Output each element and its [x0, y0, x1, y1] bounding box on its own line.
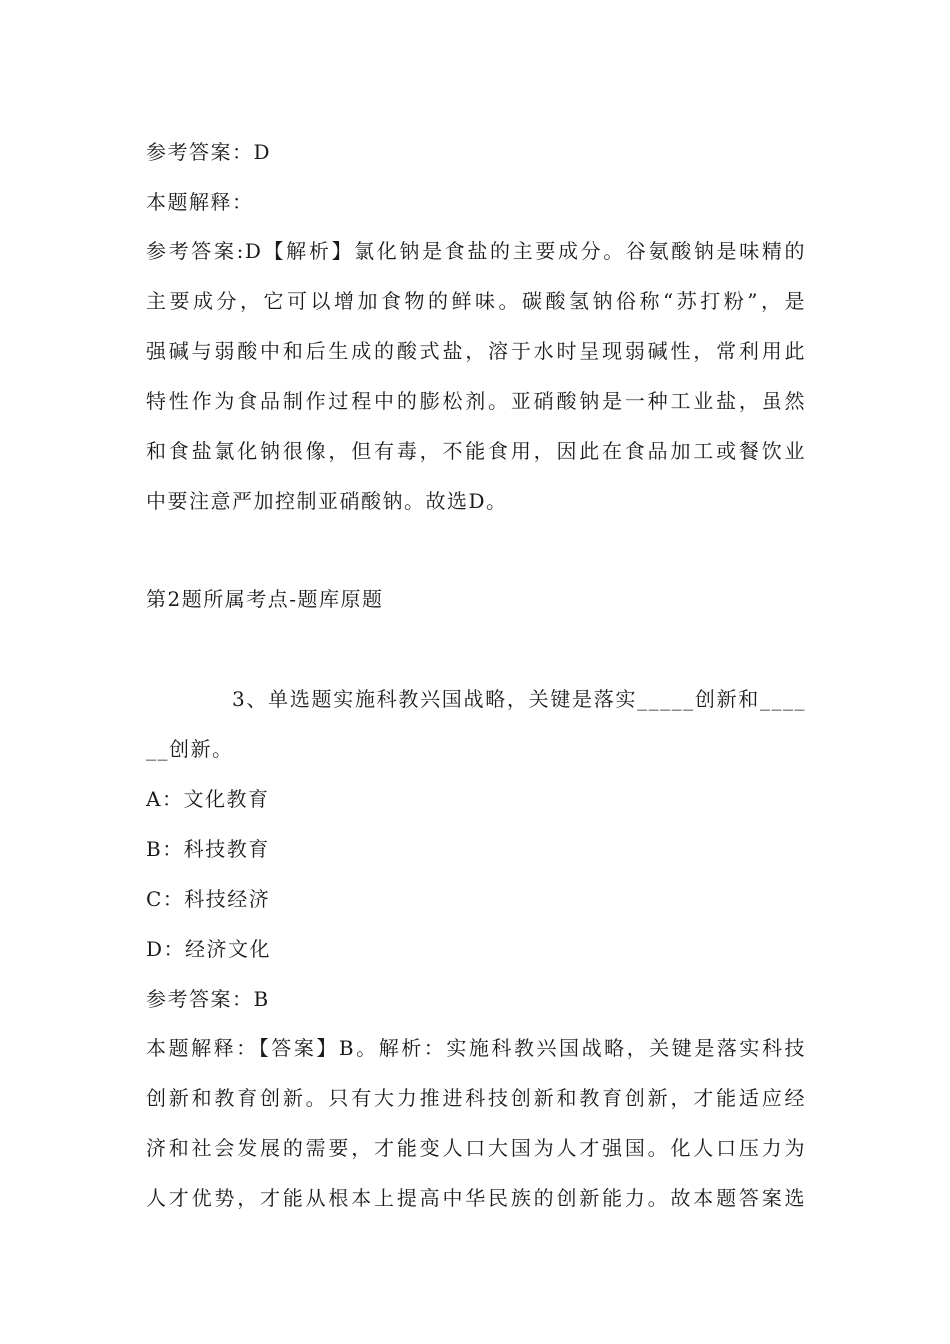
q2-explanation-line: 主要成分，它可以增加食物的鲜味。碳酸氢钠俗称“苏打粉”，是 — [146, 289, 806, 313]
q3-answer: 参考答案：B — [146, 987, 270, 1011]
q2-explanation-line: 参考答案:D【解析】氯化钠是食盐的主要成分。谷氨酸钠是味精的 — [146, 239, 806, 263]
q3-explanation-line: 人才优势，才能从根本上提高中华民族的创新能力。故本题答案选 — [146, 1186, 806, 1210]
q3-explanation-line: 本题解释：【答案】B。解析：实施科教兴国战略，关键是落实科技 — [146, 1036, 806, 1060]
q2-category: 第2题所属考点-题库原题 — [146, 587, 384, 611]
q3-question-cont: __创新。 — [146, 737, 234, 761]
q3-explanation-line: 济和社会发展的需要，才能变人口大国为人才强国。化人口压力为 — [146, 1136, 806, 1160]
q3-option-b: B：科技教育 — [146, 837, 270, 861]
q3-option-c: C：科技经济 — [146, 887, 271, 911]
q3-question: 3、单选题实施科教兴国战略，关键是落实_____创新和____ — [232, 687, 806, 711]
q3-option-d: D：经济文化 — [146, 937, 272, 961]
q3-option-a: A：文化教育 — [146, 787, 270, 811]
q2-explanation-line: 中要注意严加控制亚硝酸钠。故选D。 — [146, 489, 508, 513]
q2-explanation-label: 本题解释： — [146, 190, 254, 214]
q3-explanation-line: 创新和教育创新。只有大力推进科技创新和教育创新，才能适应经 — [146, 1086, 806, 1110]
q2-explanation-line: 和食盐氯化钠很像，但有毒，不能食用，因此在食品加工或餐饮业 — [146, 439, 806, 463]
q2-answer: 参考答案：D — [146, 140, 272, 164]
q2-explanation-line: 特性作为食品制作过程中的膨松剂。亚硝酸钠是一种工业盐，虽然 — [146, 389, 806, 413]
q2-explanation-line: 强碱与弱酸中和后生成的酸式盐，溶于水时呈现弱碱性，常利用此 — [146, 339, 806, 363]
